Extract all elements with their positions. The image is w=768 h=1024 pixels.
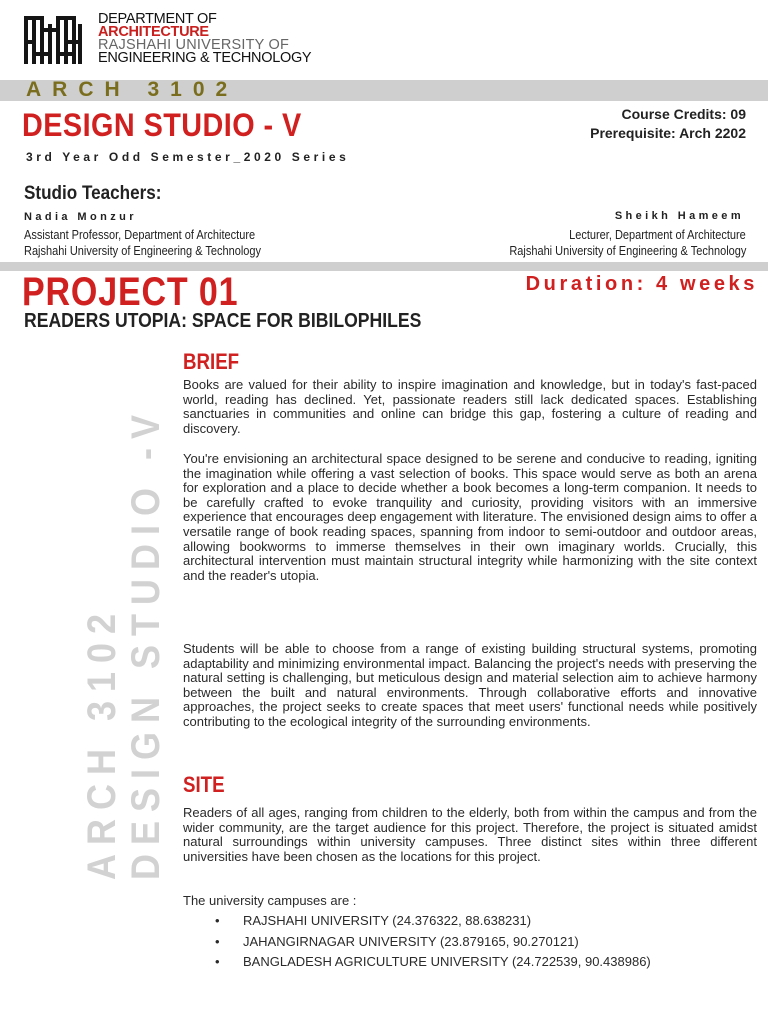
watermark-line-1: ARCH 3102 xyxy=(80,604,124,880)
bullet-icon: • xyxy=(215,933,220,949)
bullet-icon: • xyxy=(215,954,220,969)
vertical-watermark xyxy=(80,353,168,880)
project-label: PROJECT 01 xyxy=(22,270,239,314)
project-duration: Duration: 4 weeks xyxy=(525,273,758,295)
site-paragraph: Readers of all ages, ranging from children to the elderly, both from within the campus and from the wider community, are the target audience for this project. Therefore, the project is situated amidst natural surroundings within university campuses. Three distinct sites within three different universities have been chosen as the locations for this project. xyxy=(183,805,757,864)
dept-line-4: ENGINEERING & TECHNOLOGY xyxy=(98,50,312,66)
teachers-heading: Studio Teachers: xyxy=(24,183,162,204)
dept-line-2: ARCHITECTURE xyxy=(98,24,209,40)
teacher-2-role: Lecturer, Department of Architecture xyxy=(569,228,746,242)
campus-list-intro: The university campuses are : xyxy=(183,893,357,908)
list-item xyxy=(215,934,651,955)
brief-paragraph-1: Books are valued for their ability to inspire imagination and knowledge, but in today's fast-paced world, reading has declined. Yet, passionate readers still lack dedicated spaces. Establishing sanctuaries in communities and online can bridge this gap, fostering a culture of reading and discovery. xyxy=(183,377,757,436)
site-heading: SITE xyxy=(183,772,225,797)
list-item xyxy=(215,913,651,934)
campus-name: JAHANGIRNAGAR UNIVERSITY (23.879165, 90.270121) xyxy=(243,933,579,949)
teacher-2-name: Sheikh Hameem xyxy=(614,210,744,222)
teacher-1-role: Assistant Professor, Department of Architecture xyxy=(24,228,256,242)
brief-paragraph-3: Students will be able to choose from a range of existing building structural systems, promoting adaptability and minimizing environmental impact. Balancing the project's needs with preserving the natural setting is challenging, but meticulous design and material selection aim to achieve harmony between the built and natural environments. Through collaborative efforts and innovative approaches, the project seeks to create spaces that meet users' functional needs while positively contributing to the ecological integrity of the surrounding environments. xyxy=(183,641,757,729)
course-credits: Course Credits: 09 xyxy=(621,106,746,122)
campus-name: BANGLADESH AGRICULTURE UNIVERSITY (24.722539, 90.438986) xyxy=(243,954,651,969)
dept-line-1: DEPARTMENT OF xyxy=(98,11,217,27)
teacher-1-university: Rajshahi University of Engineering & Technology xyxy=(24,244,262,258)
bullet-icon: • xyxy=(215,913,220,928)
project-subtitle: READERS UTOPIA: SPACE FOR BIBILOPHILES xyxy=(24,310,422,332)
teacher-1-name: Nadia Monzur xyxy=(24,211,137,223)
dept-line-3: RAJSHAHI UNIVERSITY OF xyxy=(98,37,290,53)
campus-list xyxy=(215,913,651,975)
campus-name: RAJSHAHI UNIVERSITY (24.376322, 88.638231) xyxy=(243,913,532,928)
watermark-line-2: DESIGN STUDIO -V xyxy=(124,405,168,880)
department-name xyxy=(98,13,311,65)
brief-heading: BRIEF xyxy=(183,349,240,374)
brief-paragraph-2: You're envisioning an architectural space designed to be serene and conducive to reading, igniting the imagination while offering a vast selection of books. This space would serve as both an arena for exploration and a place to decide whether a book becomes a long-term companion. It needs to be carefully crafted to evoke tranquility and curiosity, providing visitors with an immersive experience that encourages deep engagement with literature. The envisioned design aims to offer a versatile range of book reading spaces, spanning from indoor to semi-outdoor and outdoor areas, allowing bookworms to immerse themselves in their own imaginary worlds. Crucially, this architectural intervention must maintain structural integrity while harmonizing with the site context and the reader's utopia. xyxy=(183,451,757,583)
teacher-2-university: Rajshahi University of Engineering & Technology xyxy=(508,244,746,258)
list-item xyxy=(215,954,651,975)
course-code: ARCH 3102 xyxy=(26,78,239,101)
course-prerequisite: Prerequisite: Arch 2202 xyxy=(590,125,746,141)
course-title: DESIGN STUDIO - V xyxy=(22,107,302,143)
course-info xyxy=(590,105,746,143)
semester-line: 3rd Year Odd Semester_2020 Series xyxy=(26,150,350,164)
department-logo-icon xyxy=(22,14,84,66)
